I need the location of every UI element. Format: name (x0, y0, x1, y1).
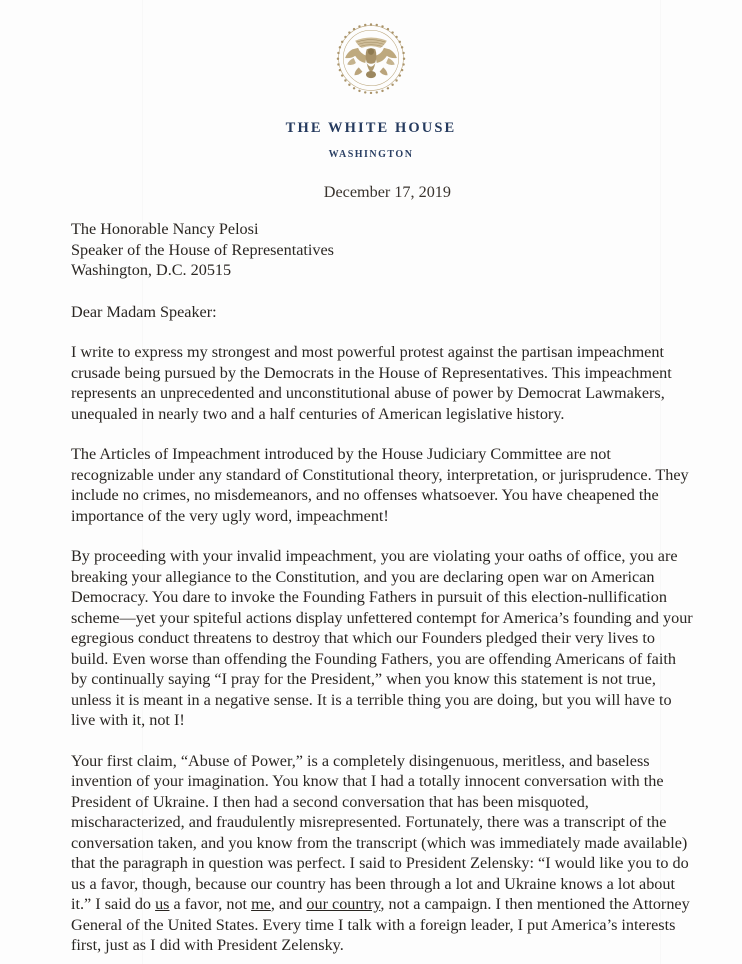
salutation: Dear Madam Speaker: (71, 302, 217, 321)
letter-date: December 17, 2019 (323, 183, 451, 201)
presidential-seal-icon (335, 22, 407, 94)
paragraph-4-segment-4: , not a campaign. I then mentioned the Attorney General of the United States. Every time I talk with a foreign leader, I put America’s interests first, just as I did with President Zelensky. (71, 895, 690, 954)
paragraph-1: I write to express my strongest and most powerful protest against the partisan impeachment crusade being pursued by the Democrats in the House of Representatives. This impeachment represents an unprecedented and unconstitutional abuse of power by Democrat Lawmakers, unequaled in nearly two and a half centuries of American legislative history. (71, 343, 672, 423)
paragraph-4 (71, 751, 693, 956)
paragraph-4-segment-1: Your first claim, “Abuse of Power,” is a completely disingenuous, meritless, and baseless invention of your imagination. You know that I had a totally innocent conversation with the President of Ukraine. I then had a second conversation that has been misquoted, mischaracterized, and fraudulently misrepresented. Fortunately, there was a transcript of the conversation taken, and you know from the transcript (which was immediately made available) that the paragraph in question was perfect. I said to President Zelensky: “I would like you to do us a favor, though, because our country has been through a lot and Ukraine knows a lot about it.” I said do (71, 751, 689, 913)
recipient-title: Speaker of the House of Representatives (71, 240, 334, 259)
paragraph-2: The Articles of Impeachment introduced by the House Judiciary Committee are not recognizable under any standard of Constitutional theory, interpretation, or jurisprudence. They include no crimes, no misdemeanors, and no offenses whatsoever. You have cheapened the importance of the very ugly word, impeachment! (71, 445, 689, 525)
paragraph-3: By proceeding with your invalid impeachment, you are violating your oaths of office, you are breaking your allegiance to the Constitution, and you are declaring open war on American Democracy. You dare to invoke the Founding Fathers in pursuit of this election-nullification scheme—yet your spiteful actions display unfettered contempt for America’s founding and your egregious conduct threatens to destroy that which our Founders pledged their very lives to build. Even worse than offending the Founding Fathers, you are offending Americans of faith by continually saying “I pray for the President,” when you know this statement is not true, unless it is meant in a negative sense. It is a terrible thing you are doing, but you will have to live with it, not I! (71, 547, 693, 729)
letterhead-subtitle: WASHINGTON (328, 148, 414, 160)
recipient-city-state-zip: Washington, D.C. 20515 (71, 261, 232, 279)
paragraph-4-segment-2: a favor, not (169, 895, 252, 913)
emphasis-us: us (155, 895, 170, 913)
emphasis-our-country: our country (306, 895, 381, 913)
page-title: THE WHITE HOUSE (285, 120, 457, 136)
recipient-name: The Honorable Nancy Pelosi (71, 220, 259, 238)
letter-body (71, 219, 693, 956)
seal-container (0, 22, 742, 94)
emphasis-me: me (251, 895, 271, 913)
paragraph-4-segment-3: , and (270, 895, 307, 913)
recipient-address-block (71, 219, 693, 281)
letterhead (0, 0, 742, 160)
